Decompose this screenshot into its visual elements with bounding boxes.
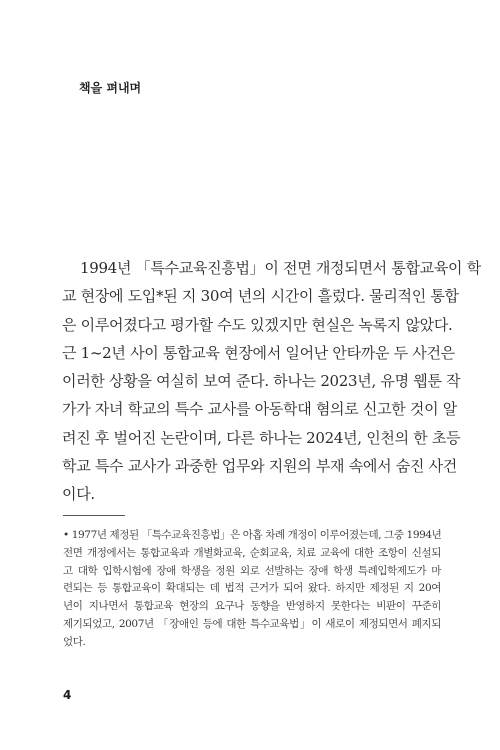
body-line: 1994년 「특수교육진흥법」이 전면 개정되면서 통합교육이 학 (80, 259, 481, 277)
body-line: 은 이루어졌다고 평가할 수도 있겠지만 현실은 녹록지 않았다. (62, 315, 453, 334)
body-paragraph (62, 254, 481, 509)
body-line: 학교 특수 교사가 과중한 업무와 지원의 부재 속에서 숨진 사건 (62, 457, 457, 476)
body-line: 근 1~2년 사이 통합교육 현장에서 일어난 안타까운 두 사건은 (62, 343, 455, 362)
footnote-line: 련되는 등 통합교육이 확대되는 데 법적 근거가 되어 왔다. 하지만 제정된 지 20여 (63, 582, 441, 595)
page-number: 4 (63, 688, 72, 702)
footnote-line: 전면 개정에서는 통합교육과 개별화교육, 순회교육, 치료 교육에 대한 조항이 신설되 (63, 546, 441, 559)
footnote-line: 년이 지나면서 통합교육 현장의 요구나 동향을 반영하지 못한다는 비판이 꾸준히 (63, 600, 441, 613)
body-line: 교 현장에 도입*된 지 30여 년의 시간이 흘렀다. 물리적인 통합 (62, 287, 459, 306)
footnote-line: 었다. (63, 635, 86, 648)
footnote (63, 527, 441, 652)
body-line: 려진 후 벌어진 논란이며, 다른 하나는 2024년, 인천의 한 초등 (62, 428, 461, 447)
body-line: 이다. (62, 485, 95, 504)
body-line: 이러한 상황을 여실히 보여 준다. 하나는 2023년, 유명 웹툰 작 (62, 372, 461, 391)
body-line: 가가 자녀 학교의 특수 교사를 아동학대 혐의로 신고한 것이 알 (62, 400, 457, 419)
footnote-line: 고 대학 입학시험에 장애 학생을 정원 외로 선발하는 장애 학생 특례입학제도가 마 (63, 564, 441, 577)
footnote-line: 제기되었고, 2007년 「장애인 등에 대한 특수교육법」이 새로이 제정되면서 폐지되 (63, 617, 441, 630)
chapter-title: 책을 펴내며 (79, 81, 142, 95)
footnote-line: • 1977년 제정된 「특수교육진흥법」은 아홉 차례 개정이 이루어졌는데, 그중 1994년 (63, 529, 442, 541)
footnote-divider (63, 515, 125, 516)
